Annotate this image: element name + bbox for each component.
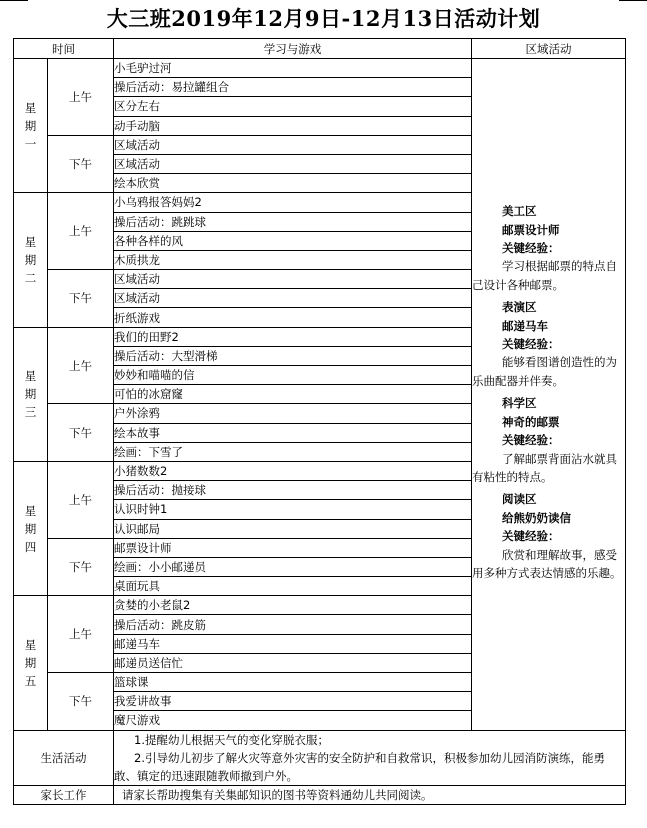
activity-cell: 区域活动 [114, 289, 472, 308]
area-zone-name: 表演区 [502, 300, 537, 315]
day-label [14, 596, 48, 730]
activity-cell: 绘画：小小邮递员 [114, 557, 472, 576]
day-label [14, 327, 48, 461]
activity-cell: 邮票设计师 [114, 538, 472, 557]
day-label-char: 星 [24, 503, 37, 518]
activity-cell: 小毛驴过河 [114, 59, 472, 78]
area-block [472, 298, 625, 390]
life-activities-label: 生活活动 [14, 730, 114, 785]
activity-cell: 认识时钟1 [114, 500, 472, 519]
corner-mark-left [0, 0, 28, 1]
header-learning: 学习与游戏 [114, 39, 472, 59]
area-block [472, 394, 625, 486]
life-activity-item: 1.提醒幼儿根据天气的变化穿脱衣服； [134, 732, 329, 747]
day-label-char: 星 [24, 369, 37, 384]
morning-label: 上午 [48, 596, 114, 673]
activity-cell: 小猪数数2 [114, 461, 472, 480]
parent-work-label: 家长工作 [14, 785, 114, 804]
day-label-char: 期 [24, 118, 37, 133]
activity-cell: 区域活动 [114, 154, 472, 173]
activity-cell: 操后活动：易拉罐组合 [114, 78, 472, 97]
area-block [472, 202, 625, 294]
activity-cell: 折纸游戏 [114, 308, 472, 327]
activity-cell: 桌面玩具 [114, 577, 472, 596]
morning-label: 上午 [48, 193, 114, 270]
day-label-char: 星 [24, 637, 37, 652]
day-label-char: 星 [24, 234, 37, 249]
area-activity-name: 邮票设计师 [502, 222, 560, 237]
activity-cell: 区域活动 [114, 135, 472, 154]
area-key-label: 关键经验： [502, 433, 560, 448]
day-label-char: 期 [24, 252, 37, 267]
area-activity-name: 给熊奶奶读信 [502, 510, 571, 525]
activity-cell: 绘本欣赏 [114, 174, 472, 193]
area-zone-name: 美工区 [502, 204, 537, 219]
activity-cell: 贪婪的小老鼠2 [114, 596, 472, 615]
area-block [472, 490, 625, 582]
day-label [14, 193, 48, 327]
area-key-label: 关键经验： [502, 241, 560, 256]
day-label-char: 三 [24, 405, 37, 420]
activity-cell: 区域活动 [114, 270, 472, 289]
life-activities-content [114, 730, 626, 785]
afternoon-label: 下午 [48, 673, 114, 731]
day-label-char: 期 [24, 387, 37, 402]
afternoon-label: 下午 [48, 270, 114, 328]
activity-cell: 操后活动：抛接球 [114, 481, 472, 500]
header-row [14, 39, 626, 59]
day-label-char: 星 [24, 100, 37, 115]
morning-label: 上午 [48, 327, 114, 404]
day-label-char: 期 [24, 521, 37, 536]
area-zone-name: 阅读区 [502, 492, 537, 507]
life-activities-row [14, 730, 626, 785]
schedule-row [14, 59, 626, 78]
life-activity-item: 2.引导幼儿初步了解火灾等意外灾害的安全防护和自救常识，积极参加幼儿园消防演练，能勇敢、镇定的迅速跟随教师撤到户外。 [114, 750, 605, 783]
header-time: 时间 [14, 39, 114, 59]
afternoon-label: 下午 [48, 135, 114, 193]
activity-cell: 户外涂鸦 [114, 404, 472, 423]
page-title: 大三班2019年12月9日-12月13日活动计划 [106, 6, 541, 31]
area-description: 学习根据邮票的特点自己设计各种邮票。 [472, 259, 617, 292]
morning-label: 上午 [48, 461, 114, 538]
area-description: 能够看图谱创造性的为乐曲配器并伴奏。 [472, 355, 617, 388]
activity-cell: 小乌鸦报答妈妈2 [114, 193, 472, 212]
activity-cell: 操后活动：跳跳球 [114, 212, 472, 231]
activity-cell: 我爱讲故事 [114, 692, 472, 711]
activity-cell: 我们的田野2 [114, 327, 472, 346]
area-activity-name: 神奇的邮票 [502, 414, 560, 429]
activity-cell: 动手动脑 [114, 116, 472, 135]
activity-cell: 认识邮局 [114, 519, 472, 538]
activity-plan-table [13, 38, 626, 805]
area-description: 了解邮票背面沾水就具有粘性的特点。 [472, 451, 617, 484]
day-label-char: 四 [24, 539, 37, 554]
activity-cell: 木质拱龙 [114, 250, 472, 269]
activity-cell: 魔尺游戏 [114, 711, 472, 730]
activity-cell: 各种各样的风 [114, 231, 472, 250]
activity-cell: 绘画：下雪了 [114, 442, 472, 461]
area-activity-name: 邮递马车 [502, 318, 548, 333]
activity-cell: 邮递马车 [114, 634, 472, 653]
day-label [14, 59, 48, 193]
area-key-label: 关键经验： [502, 529, 560, 544]
header-area: 区域活动 [472, 39, 626, 59]
area-description: 欣赏和理解故事，感受用多种方式表达情感的乐趣。 [472, 547, 622, 580]
corner-mark-right [619, 0, 647, 1]
activity-cell: 操后活动：跳皮筋 [114, 615, 472, 634]
day-label-char: 期 [24, 655, 37, 670]
activity-cell: 邮递员送信忙 [114, 653, 472, 672]
activity-cell: 妙妙和喵喵的信 [114, 366, 472, 385]
day-label [14, 461, 48, 595]
parent-work-row [14, 785, 626, 804]
afternoon-label: 下午 [48, 538, 114, 596]
activity-cell: 篮球课 [114, 673, 472, 692]
day-label-char: 二 [24, 270, 37, 285]
parent-work-content: 请家长帮助搜集有关集邮知识的图书等资料通幼儿共同阅读。 [114, 785, 626, 804]
activity-cell: 区分左右 [114, 97, 472, 116]
morning-label: 上午 [48, 59, 114, 136]
area-key-label: 关键经验： [502, 337, 560, 352]
area-zone-name: 科学区 [502, 396, 537, 411]
activity-cell: 绘本故事 [114, 423, 472, 442]
area-activities-cell [472, 59, 626, 731]
activity-cell: 操后活动：大型滑梯 [114, 346, 472, 365]
activity-cell: 可怕的冰窟窿 [114, 385, 472, 404]
afternoon-label: 下午 [48, 404, 114, 462]
day-label-char: 一 [24, 136, 37, 151]
day-label-char: 五 [24, 673, 37, 688]
